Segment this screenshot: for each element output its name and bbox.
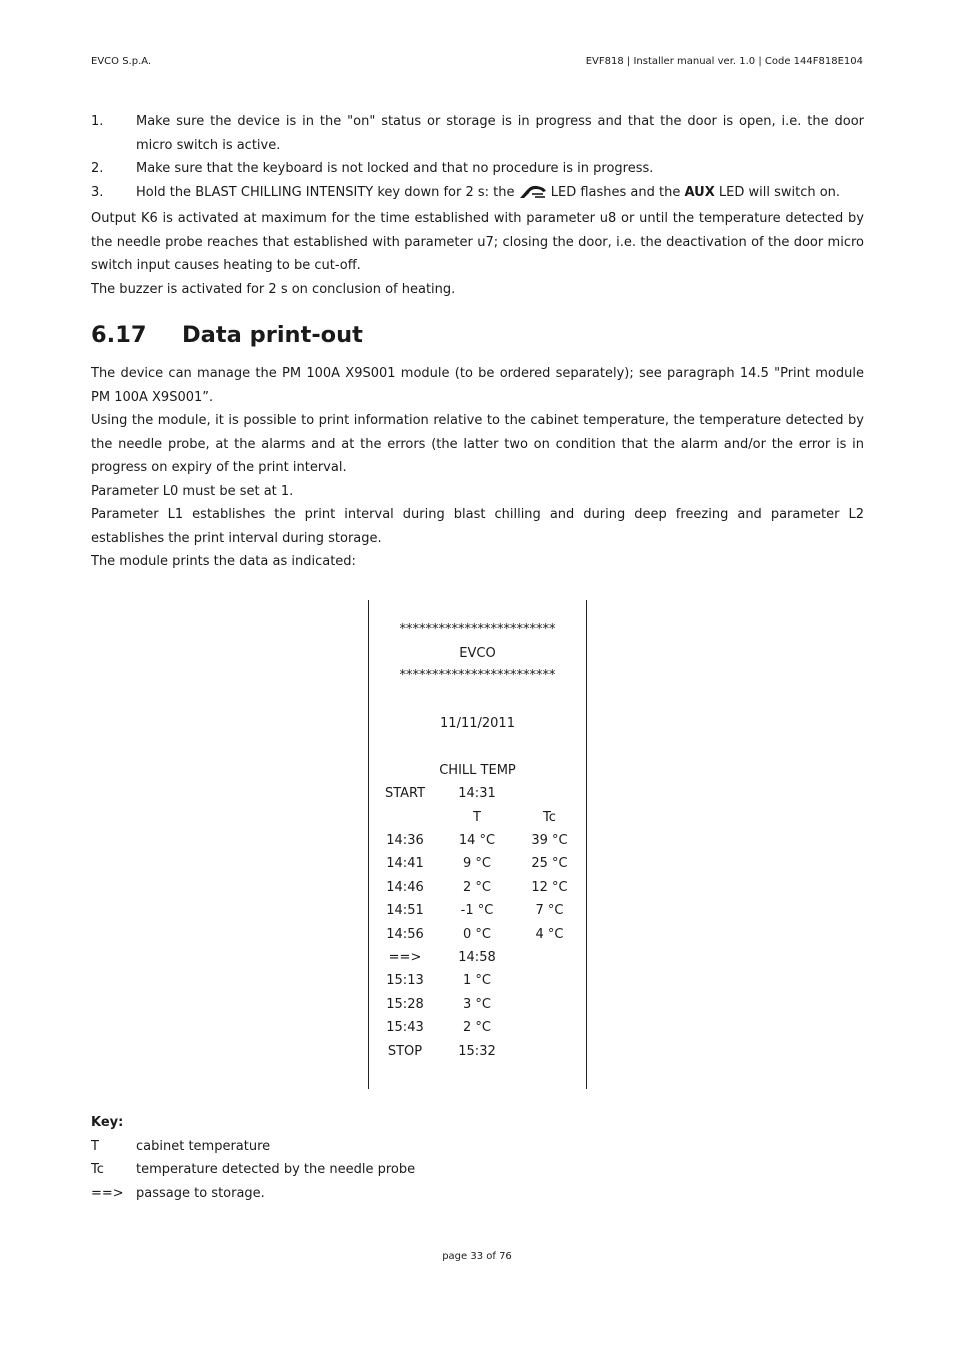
printout-row	[369, 878, 586, 898]
time-cell: 15:28	[386, 996, 424, 1012]
list-text: Make sure the device is in the "on" status or storage is in progress and that the door is open, i.e. the door micro switch is active.	[136, 114, 864, 153]
blast-chilling-intensity-icon	[519, 184, 547, 208]
printout-row	[369, 901, 586, 921]
cabinet-temp-cell: 14:58	[458, 950, 496, 965]
list-item	[91, 181, 864, 208]
paragraph: Output K6 is activated at maximum for the time established with parameter u8 or until the temperature detected by the needle probe reaches that established with parameter u7; closing the door, i.e. the deactivation of the door micro switch input causes heating to be cut-off.	[91, 211, 864, 273]
printout-row	[369, 971, 586, 991]
list-text-before: Hold the BLAST CHILLING INTENSITY key down for 2 s: the	[136, 184, 515, 200]
time-cell: 14:56	[386, 926, 424, 942]
key-title: Key:	[91, 1115, 124, 1130]
probe-temp-cell: 7 °C	[535, 903, 564, 919]
section-heading	[91, 322, 363, 348]
time-cell: 14:36	[386, 833, 424, 848]
printout-column-headers	[369, 808, 586, 828]
printout-stars-top	[369, 620, 586, 640]
stars-line: ************************	[399, 622, 556, 637]
key-description: passage to storage.	[136, 1185, 265, 1201]
paragraph: The device can manage the PM 100A X9S001 module (to be ordered separately); see paragraph 14.5 "Print module PM 100A X9S001”.	[91, 366, 864, 405]
printout-row	[369, 854, 586, 874]
list-number: 2.	[91, 161, 104, 176]
column-header-t: T	[473, 810, 481, 825]
time-cell: 14:41	[386, 856, 424, 872]
probe-temp-cell: 4 °C	[535, 926, 564, 942]
list-text	[136, 181, 864, 208]
mode-text: CHILL TEMP	[439, 763, 516, 778]
cabinet-temp-cell: 2 °C	[463, 1020, 491, 1036]
key-row	[91, 1135, 415, 1159]
key-description: cabinet temperature	[136, 1138, 271, 1154]
time-cell: 14:51	[386, 903, 424, 919]
header-company: EVCO S.p.A.	[91, 56, 152, 67]
printout-row	[369, 1042, 586, 1062]
intro-block	[91, 110, 864, 301]
cabinet-temp-cell: 9 °C	[463, 856, 491, 872]
cabinet-temp-cell: -1 °C	[460, 903, 494, 919]
cabinet-temp-cell: 14 °C	[458, 833, 496, 848]
key-description: temperature detected by the needle probe	[136, 1162, 416, 1177]
cabinet-temp-cell: 3 °C	[463, 996, 491, 1012]
paragraph: Parameter L1 establishes the print interval during blast chilling and during deep freezing and parameter L2 establishes the print interval during storage.	[91, 507, 864, 546]
printout-row	[369, 948, 586, 968]
time-cell: 15:13	[386, 973, 424, 989]
stars-line: ************************	[399, 668, 556, 683]
key-section	[91, 1111, 415, 1205]
printout-row	[369, 925, 586, 945]
time-cell: 14:46	[386, 879, 424, 895]
list-text: Make sure that the keyboard is not locked and that no procedure is in progress.	[136, 161, 654, 176]
brand-text: EVCO	[459, 646, 496, 661]
cabinet-temp-cell: 0 °C	[463, 926, 491, 942]
column-header-tc: Tc	[543, 810, 556, 825]
cabinet-temp-cell: 1 °C	[463, 973, 491, 989]
probe-temp-cell: 12 °C	[531, 879, 568, 895]
time-cell: ==>	[388, 950, 422, 965]
printout-stars-bottom	[369, 666, 586, 686]
cabinet-temp-cell: 15:32	[458, 1043, 496, 1059]
list-number: 1.	[91, 114, 104, 129]
key-symbol: Tc	[91, 1162, 104, 1177]
key-row	[91, 1158, 415, 1182]
cabinet-temp-cell: 2 °C	[463, 879, 491, 895]
printout-brand	[369, 644, 586, 664]
probe-temp-cell: 25 °C	[531, 856, 568, 872]
list-text-middle: LED flashes and the	[550, 184, 681, 200]
printout-row	[369, 1018, 586, 1038]
list-item	[91, 157, 864, 181]
list-text-after: LED will switch on.	[718, 184, 841, 200]
key-symbol: ==>	[91, 1185, 124, 1201]
printout-date	[369, 714, 586, 734]
aux-label: AUX	[684, 184, 715, 200]
printout-row	[369, 995, 586, 1015]
section-number: 6.17	[91, 322, 147, 348]
printout-sample	[368, 600, 587, 1089]
printout-row	[369, 831, 586, 851]
header-doc-info: EVF818 | Installer manual ver. 1.0 | Code 144F818E104	[585, 56, 863, 67]
list-item	[91, 110, 864, 157]
paragraph: The module prints the data as indicated:	[91, 554, 356, 569]
section-title: Data print-out	[182, 322, 363, 348]
key-row	[91, 1182, 415, 1206]
start-label: START	[384, 786, 426, 801]
section-body	[91, 362, 864, 574]
page-number: page 33 of 76	[442, 1251, 512, 1262]
paragraph: The buzzer is activated for 2 s on conclusion of heating.	[91, 281, 456, 297]
date-text: 11/11/2011	[440, 716, 515, 731]
key-symbol: T	[91, 1138, 99, 1154]
time-cell: STOP	[387, 1043, 423, 1059]
start-time: 14:31	[458, 786, 496, 801]
printout-start-row	[369, 784, 586, 804]
paragraph: Using the module, it is possible to print information relative to the cabinet temperature, the temperature detected by the needle probe, at the alarms and at the errors (the latter two on condition that the alarm and/or the error is in progress on expiry of the print interval.	[91, 413, 864, 475]
time-cell: 15:43	[386, 1020, 424, 1036]
probe-temp-cell: 39 °C	[531, 833, 568, 848]
paragraph: Parameter L0 must be set at 1.	[91, 483, 294, 499]
list-number: 3.	[91, 184, 104, 200]
printout-mode	[369, 761, 586, 781]
